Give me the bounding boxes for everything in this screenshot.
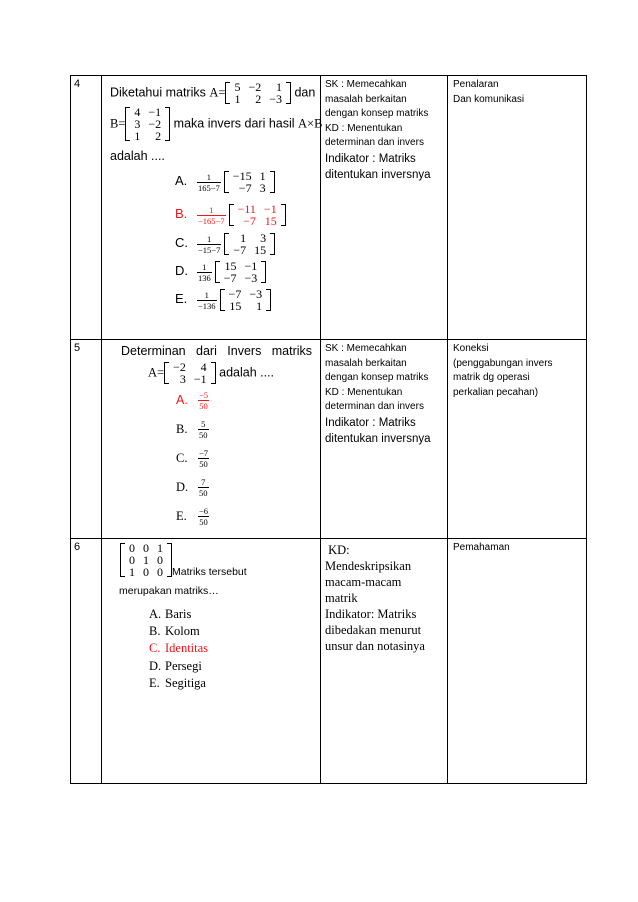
fraction-denominator: 50 [199,430,208,440]
text-line: SK : Memecahkan [325,79,407,90]
question-number: 6 [71,539,102,784]
level-cell [448,539,587,784]
fraction-denominator: 50 [199,459,208,469]
option-letter: E. [175,291,188,307]
matrix-b [125,106,170,142]
answer-option[interactable] [176,477,212,498]
option-letter: C. [176,450,188,465]
text-line: ditentukan inversnya [325,432,431,445]
fraction-numerator: −7 [199,448,209,458]
fraction-numerator: 1 [197,172,221,183]
answer-option[interactable] [175,232,275,256]
option-text: Segitiga [165,676,206,690]
text-line: Pemahaman [453,542,510,553]
matrix-entry: −1 [193,372,207,386]
option-letter: B. [149,624,161,638]
text-line: KD : Menentukan [325,122,403,134]
text-line: Koneksi [453,343,489,354]
option-text: Kolom [165,624,200,638]
option-matrix [224,232,275,256]
fraction [197,290,217,311]
matrix-entry: 15 [254,243,267,257]
option-letter: C. [149,641,161,655]
matrix-entry: 0 [157,553,163,567]
text-line: dengan konsep matriks [325,372,429,383]
matrix-entry: −7 [228,287,242,301]
answer-option[interactable] [149,641,208,656]
matrix-b-label: B= [110,116,126,131]
fraction-numerator: 1 [197,290,217,301]
indicator-text [325,415,444,447]
question-table [70,75,587,784]
question-tail: adalah .... [110,149,165,163]
table-row [71,340,587,539]
fraction [197,262,212,283]
option-text: Identitas [165,641,209,655]
text-line: Dan komunikasi [453,93,525,105]
table-row [71,76,587,340]
fraction [198,390,209,411]
fraction-denominator: −15−7 [198,244,221,255]
text-line: determinan dan invers [325,137,424,148]
option-letter: A. [149,607,162,621]
option-matrix [224,170,275,194]
level-text [453,78,583,107]
fraction [197,172,221,193]
fraction [198,477,209,498]
answer-option[interactable] [175,288,271,312]
answer-option[interactable] [149,676,206,691]
fraction-denominator: 165−7 [198,182,220,193]
matrix-entry: −7 [233,243,247,257]
ask-text: maka invers dari hasil [173,116,295,131]
fraction-numerator: 1 [197,234,221,245]
text-line: KD: [325,543,350,557]
fraction [197,234,221,255]
fraction-numerator: 5 [198,419,209,430]
matrix-entry: −3 [244,271,258,285]
matrix-entry: −1 [263,202,277,216]
fraction-denominator: −165−7 [198,215,225,226]
question-matrix-line [148,361,274,385]
matrix-a-label: A= [148,365,165,380]
sk-text [325,78,444,151]
competency-cell [321,340,448,539]
option-letter: E. [149,676,160,690]
option-letter: C. [175,235,188,251]
competency-cell [321,539,448,784]
table-row [71,539,587,784]
matrix-entry: 4 [134,105,141,119]
question-number: 4 [71,76,102,340]
matrix-entry: −1 [244,259,258,273]
matrix-entry: −2 [148,117,162,131]
level-cell [448,76,587,340]
fraction-denominator: 50 [199,401,208,411]
fraction [197,205,226,226]
question-number: 5 [71,340,102,539]
question-intro: Determinan dari Invers matriks [121,344,313,358]
matrix-entry: 3 [260,231,267,245]
question-intro [120,542,247,578]
answer-option[interactable] [176,419,212,440]
answer-option[interactable] [175,260,266,284]
question-line-b [110,106,322,142]
question-intro [110,81,315,105]
fraction-numerator: −6 [199,506,209,516]
matrix-entry: 1 [143,553,149,567]
text-line: dibedakan menurut [325,623,422,637]
answer-option[interactable] [149,624,200,639]
and-text: dan [294,85,316,100]
text-line: determinan dan invers [325,401,424,412]
matrix-entry: −7 [223,271,237,285]
question-cell [102,539,321,784]
text-line: (penggabungan invers [453,357,553,369]
matrix-entry: 1 [256,299,263,313]
option-letter: D. [175,263,188,279]
option-letter: D. [149,659,162,673]
fraction-denominator: 50 [199,488,208,498]
matrix-entry: −3 [249,287,263,301]
matrix-entry: 2 [155,129,162,143]
fraction [198,506,209,527]
matrix-entry: 5 [234,80,241,94]
after-matrix-text: Matriks tersebut [172,566,247,578]
matrix-entry: 3 [179,372,186,386]
text-line: Indikator : Matriks [325,152,416,165]
answer-option[interactable] [176,390,212,411]
answer-option[interactable] [175,203,286,227]
matrix-entry: 0 [143,565,149,579]
question-tail: adalah .... [219,365,275,380]
matrix-entry: 1 [134,129,141,143]
answer-option[interactable] [176,448,212,469]
matrix-entry: 0 [129,541,135,555]
option-letter: A. [176,392,188,407]
text-line: matrik [325,591,358,605]
text-line: perkalian pecahan) [453,386,539,398]
matrix-q6 [120,542,172,578]
fraction-numerator: 1 [197,262,212,273]
matrix-entry: 1 [129,565,135,579]
fraction [198,419,209,440]
fraction-numerator: −5 [199,390,209,400]
text-line: Indikator : Matriks [325,416,416,429]
matrix-entry: 15 [264,214,277,228]
matrix-entry: 2 [255,92,262,106]
intro-text: Diketahui matriks [110,85,206,100]
answer-option[interactable] [175,170,275,194]
matrix-entry: 0 [157,565,163,579]
matrix-entry: −15 [232,169,252,183]
text-line: matrik dg operasi [453,372,530,383]
text-line: dengan konsep matriks [325,108,429,119]
option-matrix [229,203,286,227]
option-text: Baris [165,607,192,621]
sk-text [325,342,444,415]
matrix-entry: 3 [259,181,266,195]
question-cell [102,340,321,539]
matrix-entry: −11 [237,202,256,216]
matrix-entry: 15 [224,259,237,273]
matrix-entry: 3 [134,117,141,131]
matrix-entry: 1 [157,541,163,555]
option-text: Persegi [165,659,202,673]
fraction-denominator: −136 [198,300,216,311]
competency-cell [321,76,448,340]
fraction-denominator: 136 [198,272,211,283]
text-line: unsur dan notasinya [325,639,425,653]
matrix-a [225,81,291,105]
matrix-entry: 1 [276,80,282,94]
product-text: A×B [298,116,323,131]
matrix-entry: −1 [148,105,162,119]
option-matrix [215,260,267,284]
matrix-entry: −3 [269,92,282,106]
option-letter: A. [175,173,188,189]
matrix-entry: −2 [173,360,186,374]
matrix-a-label: A= [209,85,226,100]
matrix-entry: −2 [248,80,262,94]
option-letter: D. [176,479,189,494]
text-line: Indikator: Matriks [325,607,417,621]
matrix-entry: 1 [240,231,247,245]
question-cell [102,76,321,340]
matrix-entry: −7 [243,214,256,228]
text-line: KD : Menentukan [325,386,403,398]
question-line2: merupakan matriks… [119,585,219,597]
option-letter: B. [175,206,188,222]
text-line: Penalaran [453,79,499,90]
matrix-entry: −7 [238,181,252,195]
fraction-numerator: 1 [197,205,226,216]
text-line: masalah berkaitan [325,357,407,369]
matrix-entry: 15 [229,299,242,313]
indicator-text [325,151,444,183]
level-text [453,342,583,400]
kd-text [325,542,444,654]
matrix-entry: 0 [143,541,149,555]
level-cell [448,340,587,539]
matrix-entry: 0 [129,553,135,567]
fraction [198,448,209,469]
text-line: macam-macam [325,575,402,589]
option-letter: E. [176,508,187,523]
matrix-entry: 1 [234,92,241,106]
answer-option[interactable] [149,607,191,622]
text-line: Mendeskripsikan [325,559,412,573]
matrix-a [164,361,216,385]
fraction-denominator: 50 [199,517,208,527]
option-matrix [220,288,272,312]
answer-option[interactable] [149,659,202,674]
option-letter: B. [176,421,188,436]
level-text [453,541,583,556]
matrix-entry: 1 [259,169,266,183]
text-line: ditentukan inversnya [325,168,431,181]
text-line: masalah berkaitan [325,93,407,105]
matrix-entry: 4 [200,360,207,374]
fraction-numerator: 7 [198,477,209,488]
text-line: SK : Memecahkan [325,343,407,354]
answer-option[interactable] [176,506,212,527]
